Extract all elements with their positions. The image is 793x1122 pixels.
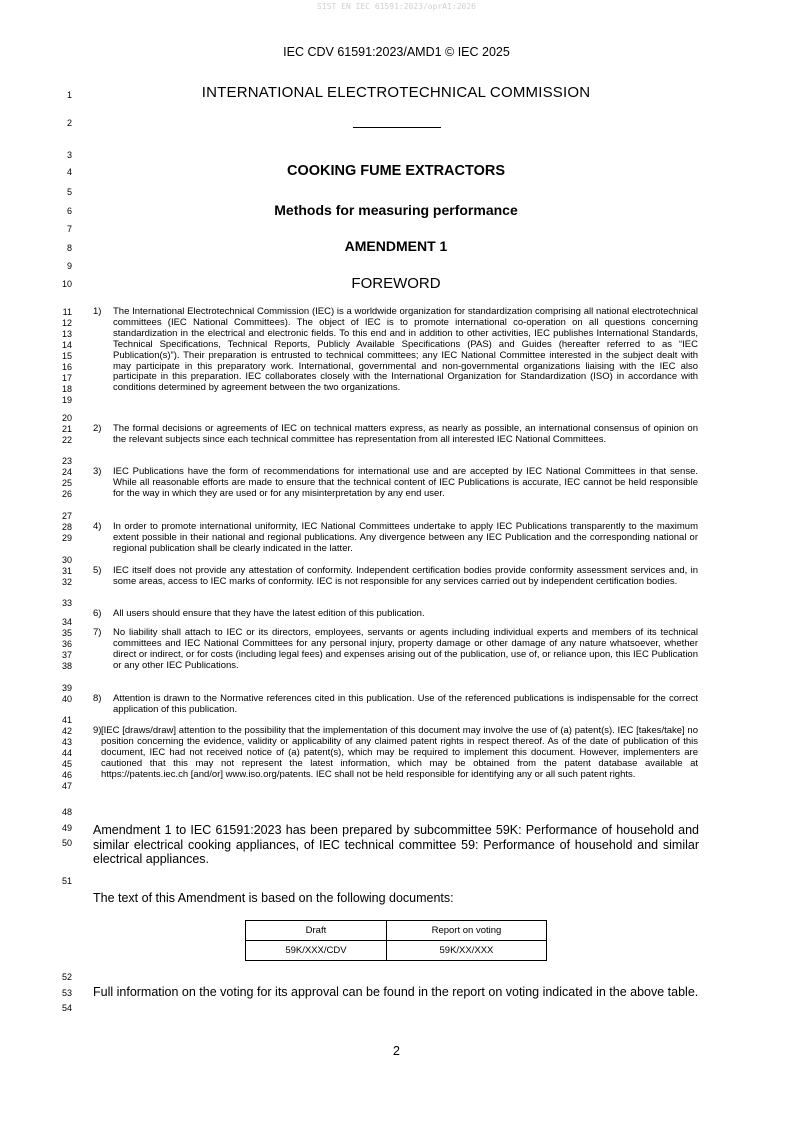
- line-number: 21: [61, 424, 72, 434]
- item-number: 6): [93, 608, 102, 619]
- item-text: In order to promote international uniformity, IEC National Committees undertake to apply IEC Publications transparently to the maximum extent possible in their national and regional publications. Any divergence between any IEC Publication and the corresponding national or regional publication shall be clearly indicated in the latter.: [113, 521, 698, 554]
- title-rule: [353, 127, 441, 128]
- documents-table: [245, 920, 547, 961]
- item-number: 3): [93, 466, 102, 477]
- foreword-heading: FOREWORD: [351, 275, 441, 292]
- line-number: 15: [61, 351, 72, 361]
- line-number: 33: [61, 598, 72, 608]
- foreword-item: [93, 424, 698, 446]
- line-number: 13: [61, 329, 72, 339]
- line-number: 23: [61, 456, 72, 466]
- line-number: 54: [61, 1003, 72, 1013]
- line-number: 2: [66, 118, 72, 128]
- line-number: 8: [66, 243, 72, 253]
- table-header-cell: Report on voting: [386, 921, 546, 941]
- item-text: Attention is drawn to the Normative references cited in this publication. Use of the referenced publications is indispensable for the correct application of this publication.: [113, 693, 698, 715]
- line-number: 4: [66, 167, 72, 177]
- line-number: 47: [61, 781, 72, 791]
- item-text: IEC itself does not provide any attestation of conformity. Independent certification bodies provide conformity assessment services and, in some areas, access to IEC marks of conformity. IEC is not responsible for any services carried out by independent certification bodies.: [113, 565, 698, 587]
- line-number: 32: [61, 577, 72, 587]
- foreword-item: [93, 566, 698, 588]
- line-number: 25: [61, 478, 72, 488]
- watermark: SIST EN IEC 61591:2023/oprA1:2026: [317, 2, 476, 11]
- line-number: 12: [61, 318, 72, 328]
- voting-paragraph: Full information on the voting for its approval can be found in the report on voting indicated in the above table.: [93, 985, 699, 999]
- line-number: 48: [61, 807, 72, 817]
- item-number: 9): [93, 725, 102, 736]
- line-number: 11: [62, 307, 72, 317]
- line-number: 35: [61, 628, 72, 638]
- line-number: 7: [66, 224, 72, 234]
- line-number: 37: [61, 650, 72, 660]
- line-number: 1: [66, 90, 72, 100]
- page-header: IEC CDV 61591:2023/AMD1 © IEC 2025: [283, 45, 510, 59]
- organization-name: INTERNATIONAL ELECTROTECHNICAL COMMISSION: [201, 84, 591, 101]
- item-number: 8): [93, 693, 102, 704]
- documents-intro-paragraph: The text of this Amendment is based on the following documents:: [93, 891, 454, 905]
- item-number: 5): [93, 565, 102, 576]
- item-number: 4): [93, 521, 102, 532]
- table-cell: 59K/XX/XXX: [386, 941, 546, 961]
- line-number: 17: [61, 373, 72, 383]
- item-text: All users should ensure that they have the latest edition of this publication.: [113, 608, 425, 619]
- table-header-row: [246, 921, 547, 941]
- line-number: 51: [61, 876, 72, 886]
- amendment-paragraph: Amendment 1 to IEC 61591:2023 has been prepared by subcommittee 59K: Performance of household and similar electrical cooking appliances, of IEC technical committee 59: Performance of household and similar electrical appliances.: [93, 823, 699, 867]
- line-number: 41: [61, 715, 72, 725]
- line-number: 40: [61, 694, 72, 704]
- line-number: 6: [66, 206, 72, 216]
- document-title: COOKING FUME EXTRACTORS: [286, 163, 506, 179]
- line-number: 28: [61, 522, 72, 532]
- foreword-item: [93, 522, 698, 555]
- line-number: 43: [61, 737, 72, 747]
- line-number: 3: [66, 150, 72, 160]
- item-text: IEC Publications have the form of recommendations for international use and are accepted by IEC National Committees in that sense. While all reasonable efforts are made to ensure that the technical content of IEC Publications is accurate, IEC cannot be held responsible for the way in which they are used or for any misinterpretation by any end user.: [113, 466, 698, 499]
- item-text: The International Electrotechnical Commission (IEC) is a worldwide organization for standardization comprising all national electrotechnical committees (IEC National Committees). The object of IEC is to promote international co-operation on all questions concerning standardization in the electrical and electronic fields. To this end and in addition to other activities, IEC publishes International Standards, Technical Specifications, Technical Reports, Publicly Available Specifications (PAS) and Guides (hereafter referred to as “IEC Publication(s)”). Their preparation is entrusted to technical committees; any IEC National Committee interested in the subject dealt with may participate in this preparatory work. International, governmental and non-governmental organizations liaising with the IEC also participate in this preparation. IEC collaborates closely with the International Organization for Standardization (ISO) in accordance with conditions determined by agreement between the two organizations.: [113, 306, 698, 394]
- line-number: 30: [61, 555, 72, 565]
- line-number: 24: [61, 467, 72, 477]
- line-number: 26: [61, 489, 72, 499]
- line-number: 20: [61, 413, 72, 423]
- page-number: 2: [393, 1044, 400, 1058]
- line-number: 31: [61, 566, 72, 576]
- line-number: 16: [61, 362, 72, 372]
- line-number: 5: [66, 187, 72, 197]
- item-number: 1): [93, 306, 102, 317]
- line-number: 14: [61, 340, 72, 350]
- foreword-item: [93, 307, 698, 394]
- table-cell: 59K/XXX/CDV: [246, 941, 387, 961]
- item-number: 2): [93, 423, 102, 434]
- line-number: 44: [61, 748, 72, 758]
- line-number: 49: [61, 823, 72, 833]
- line-number: 46: [61, 770, 72, 780]
- line-number: 29: [61, 533, 72, 543]
- line-number: 18: [61, 384, 72, 394]
- table-header-cell: Draft: [246, 921, 387, 941]
- line-number: 39: [61, 683, 72, 693]
- line-number: 45: [61, 759, 72, 769]
- line-number: 19: [61, 395, 72, 405]
- line-number: 38: [61, 661, 72, 671]
- foreword-item: [93, 694, 698, 716]
- line-number: 42: [61, 726, 72, 736]
- foreword-item: [93, 467, 698, 500]
- item-text: The formal decisions or agreements of IEC on technical matters express, as nearly as possible, an international consensus of opinion on the relevant subjects since each technical committee has representation from all interested IEC National Committees.: [113, 423, 698, 445]
- line-number: 50: [61, 838, 72, 848]
- foreword-item: [93, 628, 698, 672]
- foreword-item: [93, 726, 698, 781]
- item-number: 7): [93, 627, 102, 638]
- line-number: 27: [61, 511, 72, 521]
- line-number: 36: [61, 639, 72, 649]
- document-subtitle: Methods for measuring performance: [274, 202, 518, 218]
- line-number: 34: [61, 617, 72, 627]
- table-row: [246, 941, 547, 961]
- amendment-label: AMENDMENT 1: [344, 238, 448, 254]
- line-number: 22: [61, 435, 72, 445]
- line-number: 52: [61, 972, 72, 982]
- foreword-item: [93, 609, 698, 620]
- line-number: 53: [61, 988, 72, 998]
- item-text: [IEC [draws/draw] attention to the possibility that the implementation of this document may involve the use of (a) patent(s). IEC [takes/take] no position concerning the evidence, validity or applicability of any claimed patent rights in respect thereof. As of the date of publication of this document, IEC had not received notice of (a) patent(s), which may be required to implement this document. However, implementers are cautioned that this may not represent the latest information, which may be obtained from the patent database available at https://patents.iec.ch [and/or] www.iso.org/patents. IEC shall not be held responsible for identifying any or all such patent rights.: [101, 725, 698, 780]
- line-number: 10: [61, 279, 72, 289]
- line-number: 9: [66, 261, 72, 271]
- item-text: No liability shall attach to IEC or its directors, employees, servants or agents including individual experts and members of its technical committees and IEC National Committees for any personal injury, property damage or other damage of any nature whatsoever, whether direct or indirect, or for costs (including legal fees) and expenses arising out of the publication, use of, or reliance upon, this IEC Publication or any other IEC Publications.: [113, 627, 698, 671]
